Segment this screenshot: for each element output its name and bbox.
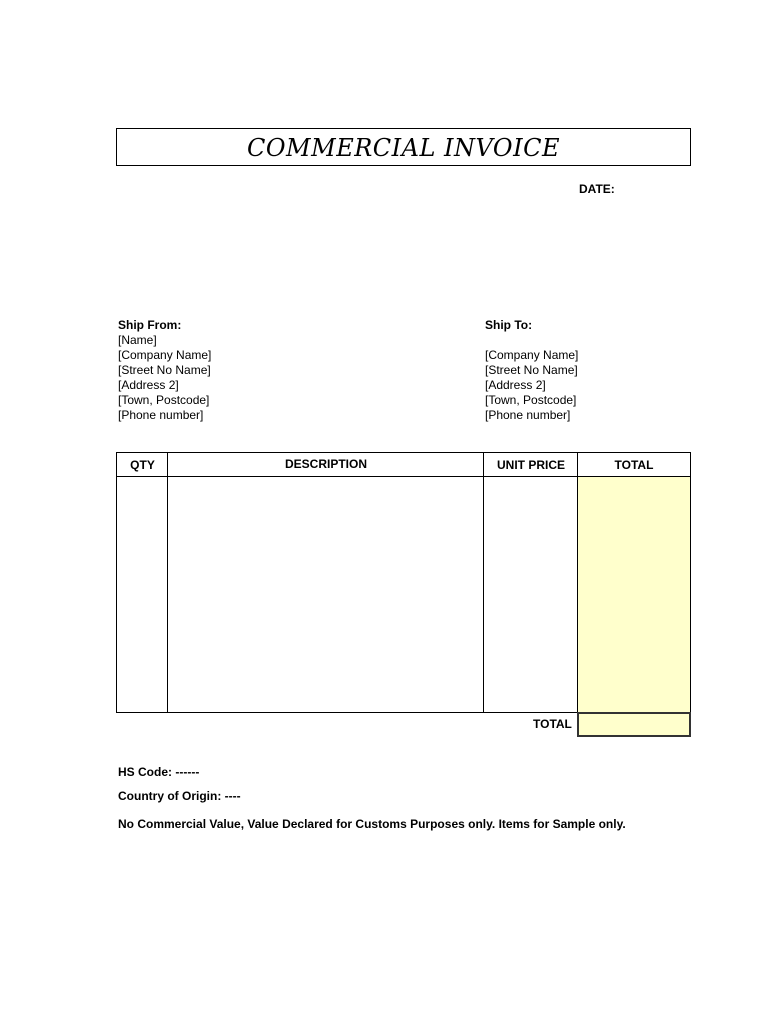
ship-to-street: [Street No Name]	[485, 363, 578, 377]
title-box	[116, 128, 691, 166]
ship-from-company: [Company Name]	[118, 348, 212, 362]
ship-from-block	[118, 318, 211, 423]
unit-price-column[interactable]	[484, 453, 578, 712]
ship-to-company: [Company Name]	[485, 348, 579, 362]
unit-price-header: UNIT PRICE	[496, 457, 565, 472]
ship-from-street: [Street No Name]	[118, 363, 211, 377]
total-column[interactable]	[578, 453, 690, 712]
total-column-fill	[578, 477, 690, 712]
ship-to-heading: Ship To:	[485, 318, 533, 332]
grand-total-field[interactable]	[577, 712, 691, 737]
grand-total-label: TOTAL	[533, 717, 572, 731]
ship-to-blank-line	[485, 333, 578, 348]
date-label: DATE:	[579, 182, 615, 196]
description-column[interactable]	[168, 453, 484, 712]
ship-to-town: [Town, Postcode]	[485, 393, 577, 407]
ship-from-phone: [Phone number]	[118, 408, 204, 422]
customs-declaration: No Commercial Value, Value Declared for Customs Purposes only. Items for Sample only.	[118, 817, 626, 831]
hs-code: HS Code: ------	[118, 765, 200, 779]
country-of-origin: Country of Origin: ----	[118, 789, 241, 803]
items-table	[116, 452, 691, 713]
total-header: TOTAL	[614, 457, 654, 472]
table-header-row	[117, 453, 690, 477]
ship-from-name: [Name]	[118, 333, 157, 347]
ship-to-phone: [Phone number]	[485, 408, 571, 422]
qty-column[interactable]	[117, 453, 168, 712]
ship-from-heading: Ship From:	[118, 318, 182, 332]
qty-header: QTY	[130, 457, 155, 472]
ship-to-address2: [Address 2]	[485, 378, 546, 392]
description-header: DESCRIPTION	[284, 457, 367, 471]
invoice-title: COMMERCIAL INVOICE	[247, 134, 560, 162]
ship-from-town: [Town, Postcode]	[118, 393, 210, 407]
ship-from-address2: [Address 2]	[118, 378, 179, 392]
ship-to-block	[485, 318, 578, 423]
